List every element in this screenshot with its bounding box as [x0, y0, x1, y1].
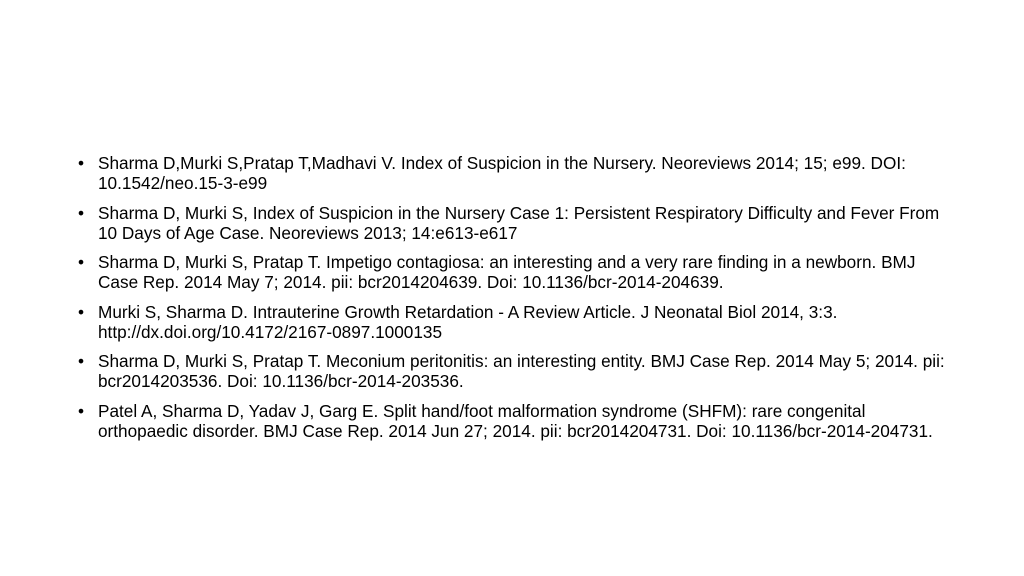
reference-text: Murki S, Sharma D. Intrauterine Growth Retardation - A Review Article. J Neonatal Biol 2014, 3:3. http://dx.doi.org/10.4172/2167-0897.1000135	[98, 301, 838, 342]
reference-text: Sharma D, Murki S, Pratap T. Meconium peritonitis: an interesting entity. BMJ Case Rep. 2014 May 5; 2014. pii: bcr2014203536. Doi: 10.1136/bcr-2014-203536.	[98, 351, 945, 391]
reference-item	[78, 302, 958, 342]
bullet-icon: •	[78, 202, 85, 223]
reference-item	[78, 153, 958, 193]
bullet-icon: •	[78, 400, 85, 421]
reference-text: Patel A, Sharma D, Yadav J, Garg E. Split hand/foot malformation syndrome (SHFM): rare congenital orthopaedic disorder. BMJ Case Rep. 2014 Jun 27; 2014. pii: bcr2014204731. Doi: 10.1136/bcr-2014-204731.	[98, 400, 933, 441]
bullet-icon: •	[78, 301, 85, 322]
reference-item	[78, 252, 958, 292]
reference-text: Sharma D, Murki S, Index of Suspicion in the Nursery Case 1: Persistent Respiratory Difficulty and Fever From 10 Days of Age Case. Neoreviews 2013; 14:e613-e617	[98, 202, 940, 243]
bullet-icon: •	[78, 351, 85, 371]
reference-item	[78, 351, 958, 391]
bullet-icon: •	[78, 252, 85, 272]
reference-text: Sharma D,Murki S,Pratap T,Madhavi V. Index of Suspicion in the Nursery. Neoreviews 2014; 15; e99. DOI: 10.1542/neo.15-3-e99	[98, 153, 906, 193]
reference-item	[78, 401, 958, 441]
bullet-icon: •	[78, 153, 85, 173]
reference-list	[78, 153, 958, 450]
reference-text: Sharma D, Murki S, Pratap T. Impetigo contagiosa: an interesting and a very rare finding in a newborn. BMJ Case Rep. 2014 May 7; 2014. pii: bcr2014204639. Doi: 10.1136/bcr-2014-204639.	[98, 252, 916, 292]
reference-item	[78, 203, 958, 243]
